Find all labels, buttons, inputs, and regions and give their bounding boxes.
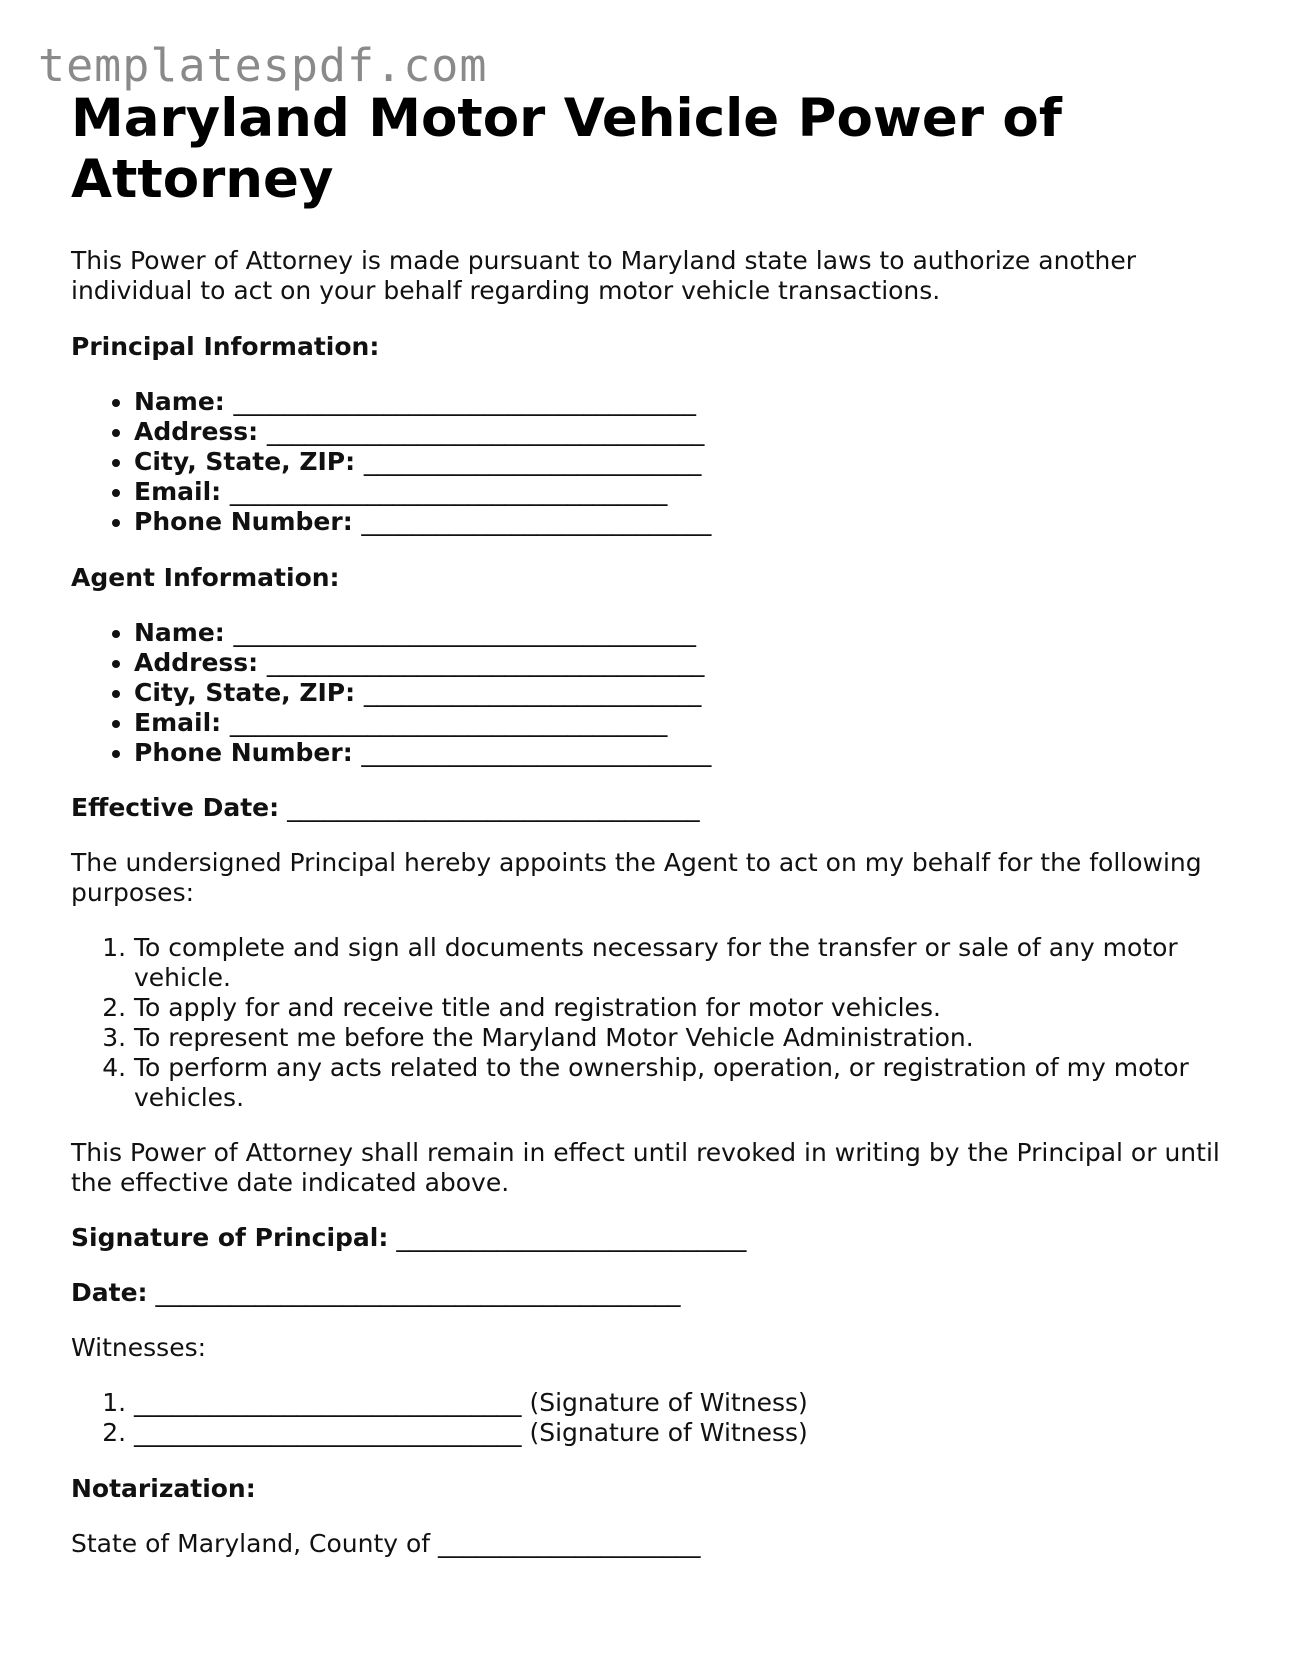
purpose-item: 3. To represent me before the Maryland Motor Vehicle Administration. [134, 1023, 1231, 1053]
effective-date-line [71, 793, 1231, 823]
document-title: Maryland Motor Vehicle Power of Attorney [71, 88, 1062, 210]
purpose-item: 1. To complete and sign all documents necessary for the transfer or sale of any motor vehicle. [134, 933, 1231, 993]
field-label: Email: [134, 477, 222, 506]
date-label: Date: [71, 1278, 148, 1307]
agent-email-field [134, 708, 1231, 738]
county-line [71, 1529, 1231, 1559]
fill-in-blank[interactable]: ___________________________________ [229, 708, 668, 737]
fill-in-blank[interactable]: ___________________________ [363, 678, 702, 707]
witness-caption: (Signature of Witness) [529, 1388, 808, 1417]
appointment-paragraph: The undersigned Principal hereby appoints the Agent to act on my behalf for the following purposes: [71, 848, 1202, 907]
witnesses-list [71, 1388, 1231, 1448]
principal-name-field [134, 387, 1231, 417]
agent-phone-field [134, 738, 1231, 768]
field-label: Phone Number: [134, 738, 353, 767]
principal-address-field [134, 417, 1231, 447]
purposes-list [71, 933, 1231, 1113]
witness-signature-blank[interactable]: _______________________________ [134, 1418, 522, 1447]
agent-fields [71, 618, 1231, 768]
fill-in-blank[interactable]: ___________________________________ [229, 477, 668, 506]
effective-date-blank[interactable]: _________________________________ [287, 793, 700, 822]
fill-in-blank[interactable]: ___________________________________ [266, 417, 705, 446]
witness-item [134, 1418, 1231, 1448]
witnesses-label: Witnesses: [71, 1333, 207, 1362]
notarization-heading: Notarization: [71, 1474, 256, 1503]
principal-heading: Principal Information: [71, 332, 380, 361]
county-blank[interactable]: _____________________ [438, 1529, 701, 1558]
field-label: Email: [134, 708, 222, 737]
field-label: Phone Number: [134, 507, 353, 536]
principal-fields [71, 387, 1231, 537]
field-label: Name: [134, 618, 225, 647]
county-label: State of Maryland, County of [71, 1529, 431, 1558]
purpose-item: 2. To apply for and receive title and registration for motor vehicles. [134, 993, 1231, 1023]
field-label: Address: [134, 417, 259, 446]
principal-signature-label: Signature of Principal: [71, 1223, 389, 1252]
field-label: City, State, ZIP: [134, 678, 356, 707]
principal-email-field [134, 477, 1231, 507]
purpose-item: 4. To perform any acts related to the ownership, operation, or registration of my motor vehicles. [134, 1053, 1231, 1113]
fill-in-blank[interactable]: ____________________________ [361, 507, 712, 536]
witness-item [134, 1388, 1231, 1418]
field-label: City, State, ZIP: [134, 447, 356, 476]
agent-heading: Agent Information: [71, 563, 340, 592]
field-label: Address: [134, 648, 259, 677]
date-line [71, 1278, 1231, 1308]
intro-paragraph: This Power of Attorney is made pursuant to Maryland state laws to authorize another individual to act on your behalf regarding motor vehicle transactions. [71, 246, 1137, 305]
fill-in-blank[interactable]: _____________________________________ [233, 387, 697, 416]
principal-city-state-zip-field [134, 447, 1231, 477]
fill-in-blank[interactable]: ____________________________ [361, 738, 712, 767]
witness-signature-blank[interactable]: _______________________________ [134, 1388, 522, 1417]
principal-signature-line [71, 1223, 1231, 1253]
fill-in-blank[interactable]: _____________________________________ [233, 618, 697, 647]
agent-name-field [134, 618, 1231, 648]
document-body [71, 88, 1231, 1559]
watermark: templatespdf.com [38, 39, 488, 92]
field-label: Name: [134, 387, 225, 416]
fill-in-blank[interactable]: ___________________________ [363, 447, 702, 476]
principal-phone-field [134, 507, 1231, 537]
effective-date-label: Effective Date: [71, 793, 280, 822]
principal-signature-blank[interactable]: ____________________________ [396, 1223, 747, 1252]
agent-address-field [134, 648, 1231, 678]
duration-paragraph: This Power of Attorney shall remain in effect until revoked in writing by the Principal or until the effective date indicated above. [71, 1138, 1220, 1197]
date-blank[interactable]: __________________________________________ [155, 1278, 681, 1307]
agent-city-state-zip-field [134, 678, 1231, 708]
witness-caption: (Signature of Witness) [529, 1418, 808, 1447]
fill-in-blank[interactable]: ___________________________________ [266, 648, 705, 677]
